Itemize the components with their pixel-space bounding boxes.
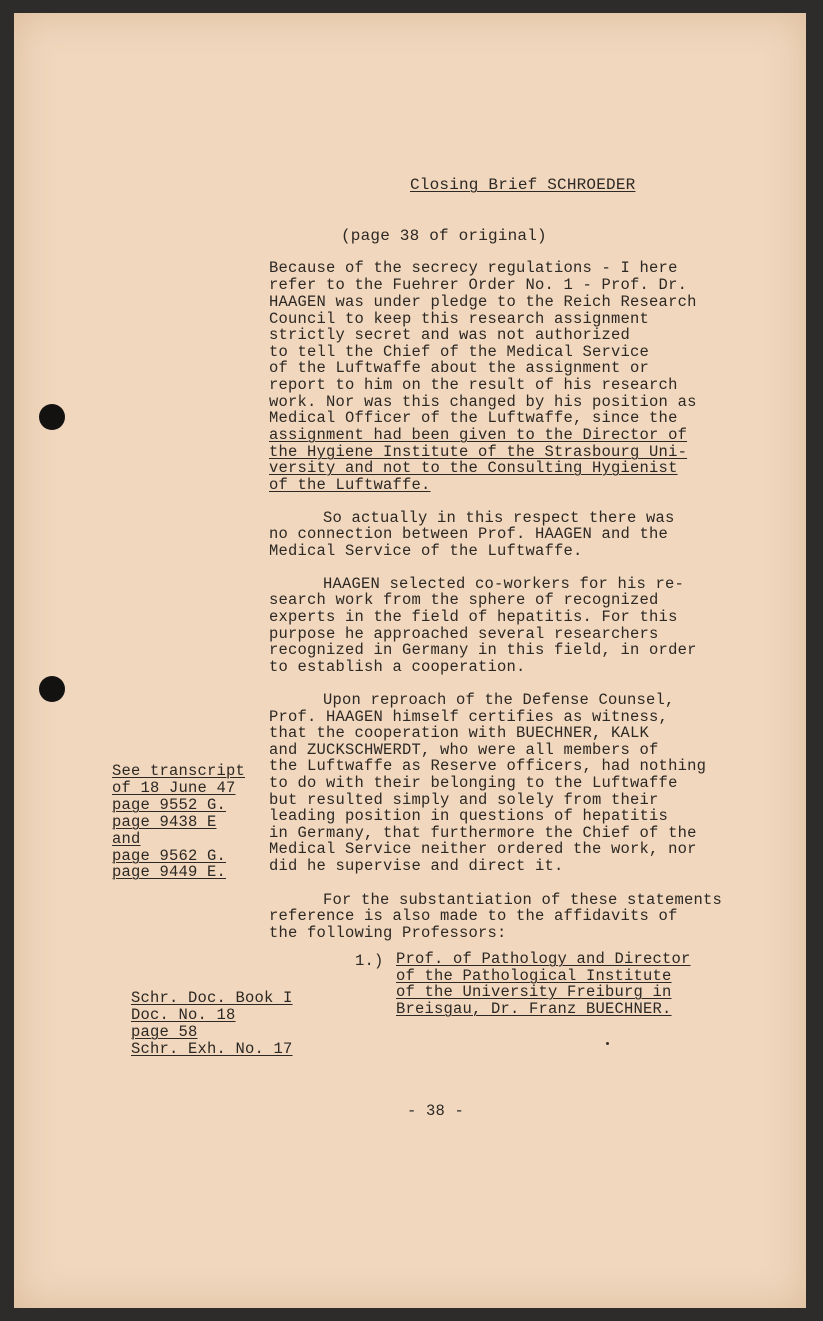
paragraph-line: of the Luftwaffe about the assignment or [269, 359, 650, 377]
paragraph-line: to do with their belonging to the Luftwaffe [269, 774, 678, 792]
paragraph-line: refer to the Fuehrer Order No. 1 - Prof. Dr. [269, 276, 688, 294]
punch-hole-top [39, 404, 65, 430]
paragraph-line: So actually in this respect there was [323, 509, 675, 527]
paragraph-line: and ZUCKSCHWERDT, who were all members of [269, 741, 659, 759]
paragraph-line: but resulted simply and solely from their [269, 791, 659, 809]
paragraph-line: For the substantiation of these statements [323, 891, 723, 909]
paragraph-line-underlined: of the Luftwaffe. [269, 476, 431, 494]
margin-line: page 9562 G. [112, 847, 227, 865]
paragraph-line: Prof. HAAGEN himself certifies as witness, [269, 708, 669, 726]
paragraph-line: Medical Service of the Luftwaffe. [269, 542, 583, 560]
paragraph-line: purpose he approached several researchers [269, 625, 659, 643]
paragraph-line: to establish a cooperation. [269, 658, 526, 676]
paragraph-line: did he supervise and direct it. [269, 857, 564, 875]
margin-line: Doc. No. 18 [131, 1006, 236, 1024]
list-line: Prof. of Pathology and Director [396, 950, 691, 968]
margin-line: page 9449 E. [112, 863, 227, 881]
paragraph-line: reference is also made to the affidavits of [269, 907, 678, 925]
paragraph-line: Council to keep this research assignment [269, 310, 650, 328]
paragraph-line: the following Professors: [269, 924, 507, 942]
paragraph-line: that the cooperation with BUECHNER, KALK [269, 724, 650, 742]
paragraph-line: HAAGEN was under pledge to the Reich Research [269, 293, 697, 311]
paragraph-line: to tell the Chief of the Medical Service [269, 343, 650, 361]
paragraph-line: work. Nor was this changed by his position as [269, 393, 697, 411]
list-marker: 1.) [355, 952, 384, 970]
paragraph-line-underlined: assignment had been given to the Director of [269, 426, 688, 444]
paragraph-line: Medical Service neither ordered the work, nor [269, 840, 697, 858]
document-page [14, 13, 806, 1308]
paragraph-line: Medical Officer of the Luftwaffe, since the [269, 409, 678, 427]
paragraph-line: in Germany, that furthermore the Chief of the [269, 824, 697, 842]
page-reference: (page 38 of original) [341, 227, 547, 245]
paragraph-line-underlined: versity and not to the Consulting Hygienist [269, 459, 678, 477]
ink-speck [606, 1042, 609, 1045]
paragraph-line: report to him on the result of his research [269, 376, 678, 394]
margin-line: page 58 [131, 1023, 198, 1041]
paragraph-line: recognized in Germany in this field, in order [269, 641, 697, 659]
paragraph-line: leading position in questions of hepatitis [269, 807, 669, 825]
punch-hole-bottom [39, 676, 65, 702]
paragraph-line: HAAGEN selected co-workers for his re- [323, 575, 685, 593]
document-title: Closing Brief SCHROEDER [410, 176, 636, 194]
paragraph-line: Because of the secrecy regulations - I here [269, 259, 678, 277]
list-line: Breisgau, Dr. Franz BUECHNER. [396, 1000, 672, 1018]
paragraph-line: experts in the field of hepatitis. For this [269, 608, 678, 626]
margin-line: page 9438 E [112, 813, 217, 831]
margin-line: page 9552 G. [112, 796, 227, 814]
margin-line: See transcript [112, 762, 246, 780]
margin-line: of 18 June 47 [112, 779, 236, 797]
page-number: - 38 - [407, 1102, 465, 1120]
margin-line: Schr. Doc. Book I [131, 989, 293, 1007]
paragraph-line: no connection between Prof. HAAGEN and the [269, 525, 669, 543]
paragraph-line: strictly secret and was not authorized [269, 326, 631, 344]
paragraph-line: the Luftwaffe as Reserve officers, had nothing [269, 757, 707, 775]
paragraph-line-underlined: the Hygiene Institute of the Strasbourg Uni- [269, 443, 688, 461]
list-line: of the Pathological Institute [396, 967, 672, 985]
paragraph-line: Upon reproach of the Defense Counsel, [323, 691, 675, 709]
paragraph-line: search work from the sphere of recognized [269, 591, 659, 609]
margin-line: Schr. Exh. No. 17 [131, 1040, 293, 1058]
margin-line: and [112, 830, 141, 848]
list-line: of the University Freiburg in [396, 983, 672, 1001]
